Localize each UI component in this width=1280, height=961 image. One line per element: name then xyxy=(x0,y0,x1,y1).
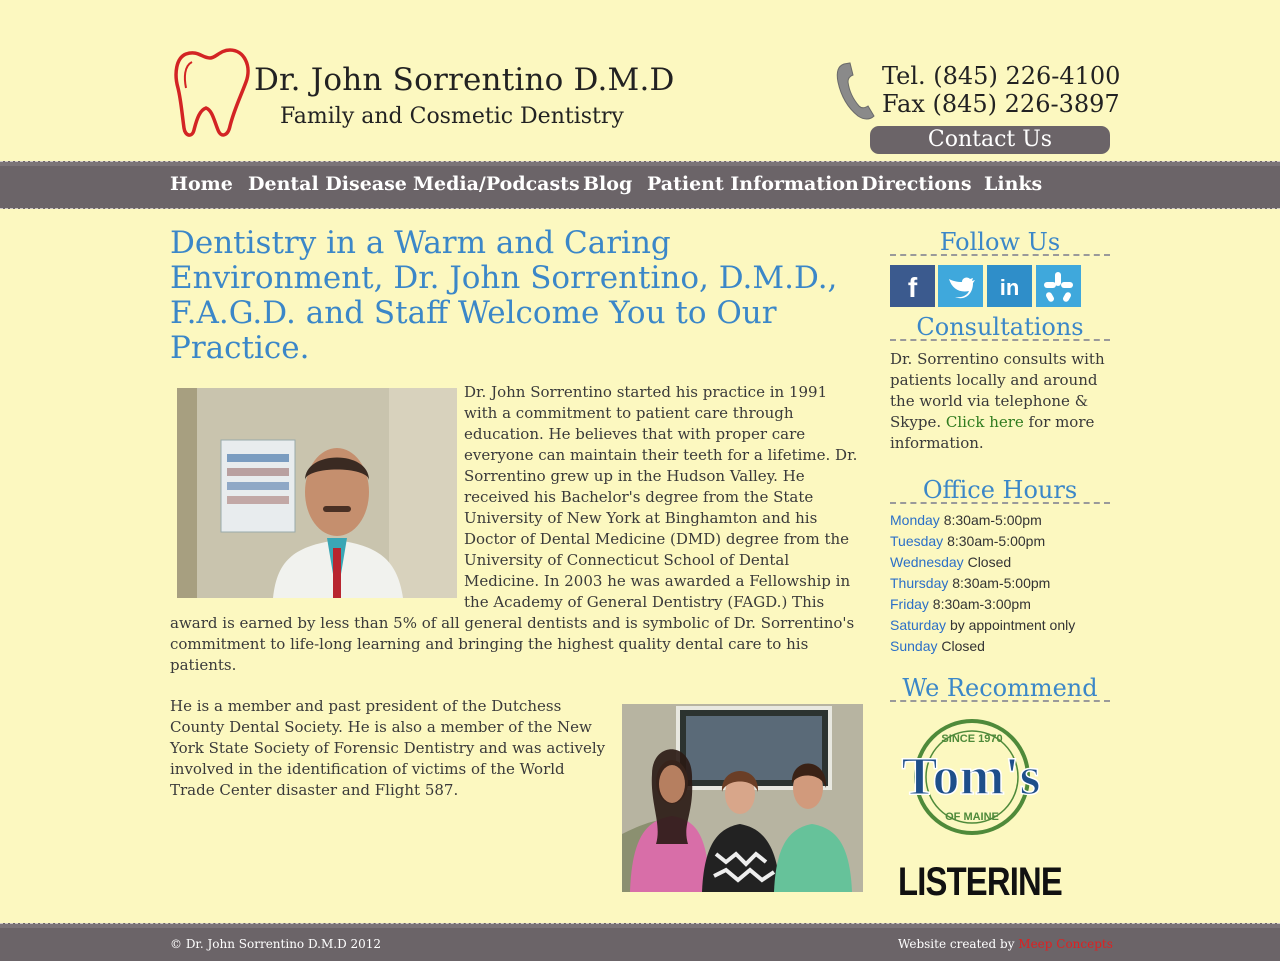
footer-credit-link[interactable]: Meep Concepts xyxy=(1018,937,1113,951)
doctor-photo-illustration xyxy=(177,388,457,598)
heading-divider xyxy=(890,502,1110,504)
second-paragraph: He is a member and past president of the Dutchess County Dental Society. He is also a member of the New York State Society of Forensic Dentistry and was actively involved in the identification of victims of the World Trade Center disaster and Flight 587. xyxy=(170,697,606,799)
svg-text:in: in xyxy=(999,275,1020,300)
footer-credit-prefix: Website created by xyxy=(898,937,1019,951)
nav-item-patient-information[interactable]: Patient Information xyxy=(647,173,859,195)
office-hours-heading: Office Hours xyxy=(922,476,1078,504)
footer-copyright: © Dr. John Sorrentino D.M.D 2012 xyxy=(170,937,382,951)
hours-time: 8:30am-5:00pm xyxy=(947,533,1046,549)
tooth-logo-icon[interactable] xyxy=(172,44,252,140)
hours-day: Thursday xyxy=(890,575,949,591)
facebook-icon[interactable] xyxy=(890,265,935,307)
hours-row xyxy=(890,575,1050,591)
listerine-logo[interactable]: LISTERINE xyxy=(898,860,1062,904)
fax-number: Fax (845) 226-3897 xyxy=(882,90,1120,118)
site-title[interactable]: Dr. John Sorrentino D.M.D xyxy=(254,62,675,98)
consultations-heading: Consultations xyxy=(916,313,1084,341)
we-recommend-heading: We Recommend xyxy=(902,674,1098,702)
toms-maine-text: OF MAINE xyxy=(945,811,999,823)
hours-day: Friday xyxy=(890,596,929,612)
linkedin-icon[interactable] xyxy=(987,265,1032,307)
hours-day: Monday xyxy=(890,512,940,528)
doctor-photo xyxy=(177,388,457,598)
svg-text:f: f xyxy=(907,272,918,303)
telephone-number[interactable]: Tel. (845) 226-4100 xyxy=(882,62,1121,90)
nav-item-dental-disease[interactable]: Dental Disease xyxy=(248,173,407,195)
hours-time: by appointment only xyxy=(949,617,1076,633)
hours-row xyxy=(890,617,1075,633)
hours-time: 8:30am-3:00pm xyxy=(932,596,1031,612)
toms-wordmark: Tom's xyxy=(901,746,1041,806)
page-heading: Dentistry in a Warm and Caring Environment, Dr. John Sorrentino, D.M.D., F.A.G.D. and Staff Welcome You to Our Practice. xyxy=(170,225,838,366)
heading-divider xyxy=(890,254,1110,256)
consultations-text xyxy=(890,349,1112,454)
contact-us-button[interactable]: Contact Us xyxy=(870,126,1110,154)
toms-since-text: SINCE 1970 xyxy=(941,733,1003,745)
hours-day: Tuesday xyxy=(890,533,944,549)
hours-time: Closed xyxy=(941,638,985,654)
nav-item-blog[interactable]: Blog xyxy=(583,173,633,195)
hours-time: 8:30am-5:00pm xyxy=(952,575,1051,591)
twitter-icon[interactable] xyxy=(938,265,983,307)
hours-day: Saturday xyxy=(890,617,947,633)
consultations-click-here-link[interactable]: Click here xyxy=(945,413,1024,431)
consultations-text-tail: for more information. xyxy=(890,413,1095,452)
heading-divider xyxy=(890,339,1110,341)
nav-item-media-podcasts[interactable]: Media/Podcasts xyxy=(413,173,580,195)
footer-credit xyxy=(898,937,1113,951)
heading-divider xyxy=(890,700,1110,702)
intro-paragraph-block xyxy=(170,382,862,676)
hours-row xyxy=(890,638,985,654)
staff-photo-illustration xyxy=(622,704,863,892)
nav-item-home[interactable]: Home xyxy=(170,173,233,195)
intro-paragraph: Dr. John Sorrentino started his practice in 1991 with a commitment to patient care through education. He believes that with proper care everyone can maintain their teeth for a lifetime. Dr. Sorrentino grew up in the Hudson Valley. He received his Bachelor's degree from the State University of New York at Binghamton and his Doctor of Dental Medicine (DMD) degree from the University of Connecticut School of Dental Medicine. In 2003 he was awarded a Fellowship in the Academy of General Dentistry (FAGD.) This award is earned by less than 5% of all general dentists and is symbolic of Dr. Sorrentino's commitment to life-long learning and bringing the highest quality dental care to his patients. xyxy=(170,383,858,674)
phone-icon xyxy=(834,60,878,122)
hours-time: Closed xyxy=(967,554,1012,570)
hours-row xyxy=(890,512,1042,528)
yelp-icon[interactable] xyxy=(1036,265,1081,307)
hours-row xyxy=(890,554,1011,570)
main-navigation xyxy=(0,161,1280,209)
nav-item-links[interactable]: Links xyxy=(984,173,1043,195)
toms-of-maine-logo[interactable] xyxy=(890,716,1052,838)
staff-photo xyxy=(622,704,863,892)
consultations-text-lead: Dr. Sorrentino consults with patients locally and around the world via telephone & Skype. xyxy=(890,350,1105,431)
hours-time: 8:30am-5:00pm xyxy=(943,512,1042,528)
hours-day: Wednesday xyxy=(890,554,964,570)
hours-row xyxy=(890,596,1031,612)
nav-item-directions[interactable]: Directions xyxy=(861,173,972,195)
hours-day: Sunday xyxy=(890,638,938,654)
hours-row xyxy=(890,533,1045,549)
follow-us-heading: Follow Us xyxy=(939,228,1061,256)
site-subtitle: Family and Cosmetic Dentistry xyxy=(280,104,624,129)
